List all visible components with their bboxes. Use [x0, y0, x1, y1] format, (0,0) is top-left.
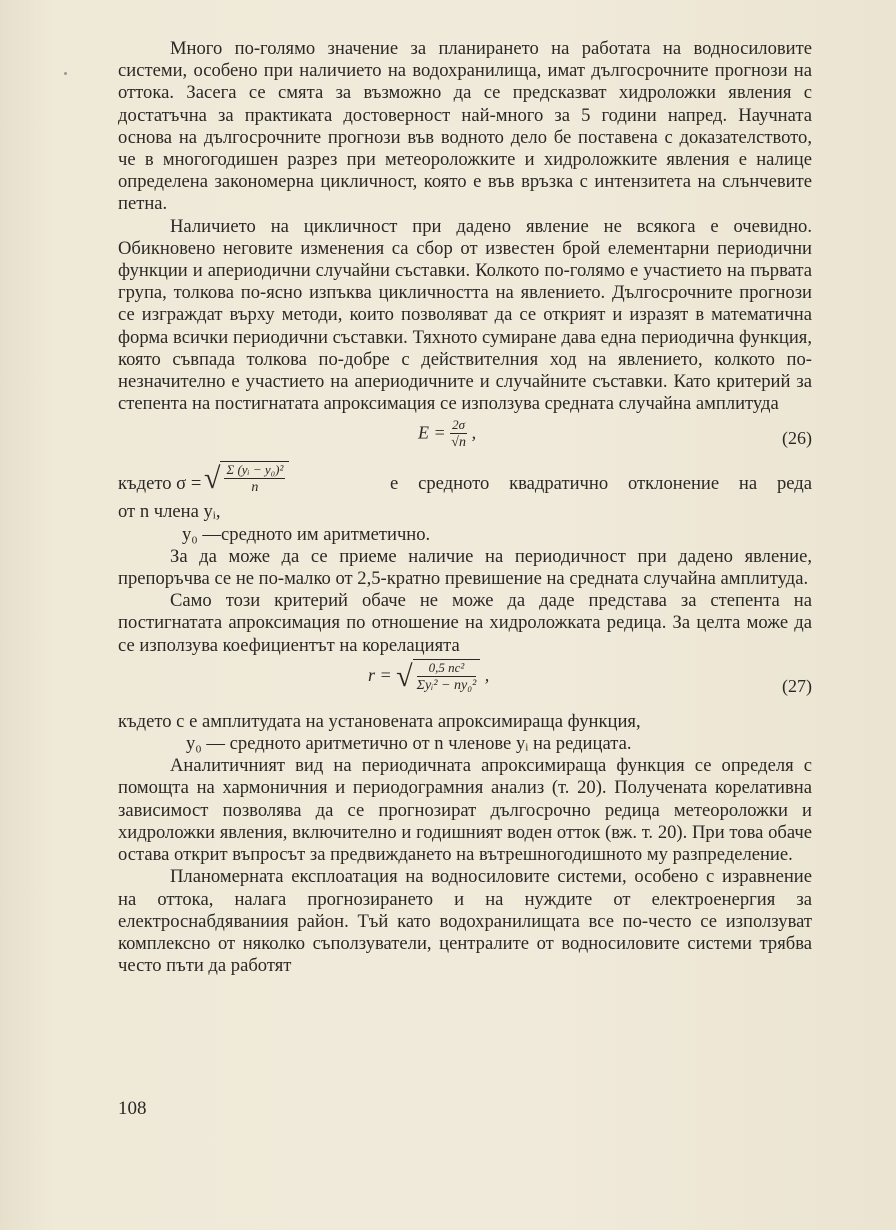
sigma-line-2: от n члена yᵢ,: [118, 501, 221, 523]
paragraph-1: Много по-голямо значение за планирането на работата на водносиловите системи, особено при наличието на водохранилища, имат дългосрочните прогнози на оттока. Засега се смята за възможно да се предсказват хидроложки явления с достатъчна за практиката достоверност най-много за 5 години напред. Научната основа на дългосрочните прогнози във водното дело бе поставена с доказателството, че в многогодишен разрез при метеороложките и хидроложките явления е налице определена закономерна цикличност, която е във връзка с интензитета на слънчевите петна.: [118, 38, 812, 215]
formula-26-tail: ,: [471, 423, 477, 444]
formula-26: [118, 417, 812, 457]
formula-27-expr: [368, 659, 489, 695]
sigma-lhs: където σ =: [118, 473, 202, 495]
formula-26-number: (26): [782, 428, 812, 449]
formula-27-tail: ,: [484, 665, 490, 685]
y0-definition-2: y₀ — средното аритметично от n членове yᵢ на редицата.: [186, 733, 632, 755]
formula-26-denominator: √n: [451, 435, 466, 451]
formula-26-lhs: E =: [418, 423, 446, 444]
formula-27-number: (27): [782, 675, 812, 696]
sigma-radicand: [220, 461, 289, 497]
formula-26-fraction: [450, 417, 467, 452]
sigma-definition: [118, 461, 812, 501]
formula-27: [118, 659, 812, 707]
page-number: 108: [118, 1098, 147, 1119]
paragraph-5: Аналитичният вид на периодичната апроксимираща функция се определя с помощта на хармоничния и периодограмния анализ (т. 20). Получената корелативна зависимост позволява да се прогнозират дългосрочно редица метеороложки и хидроложки явления, включително и годишният воден отток (вж. т. 20). При това обаче остава открит въпросът за предвиждането на вътрешногодишното му разпределение.: [118, 755, 812, 866]
sigma-rhs: е средното квадратично отклонение на реда: [390, 473, 812, 495]
page-body: [118, 38, 812, 977]
formula-26-expr: [418, 417, 476, 452]
sigma-numerator: Σ (yᵢ − y₀)²: [226, 462, 284, 478]
y0-definition: y₀ —средното им аритметично.: [182, 523, 431, 545]
formula-27-denominator: Σyᵢ² − ny₀²: [416, 677, 477, 693]
formula-27-lhs: r =: [368, 665, 392, 685]
paragraph-3: За да може да се приеме наличие на периодичност при дадено явление, препоръчва се не по-малко от 2,5-кратно превишение на средната случайна амплитуда.: [118, 545, 812, 590]
formula-27-radicand: [413, 659, 481, 695]
radical-sign-27: √: [396, 659, 413, 693]
paragraph-2: Наличието на цикличност при дадено явление не всякога е очевидно. Обикновено неговите изменения са сбор от известен брой елементарни периодични функции и апериодични случайни съставки. Колкото по-голямо е участието на първата група, толкова по-ясно изпъква цикличността на явлението. Дългосрочните прогнози се изграждат върху методи, които позволяват да се открият и изразят в математична форма всички периодични съставки. Тяхното сумиране дава една периодична функция, която съвпада толкова по-добре с действителния ход на явлението, колкото по-незначително е участието на апериодичните и случайните съставки. Като критерий за степента на постигнатата апроксимация се използува средната случайна амплитуда: [118, 215, 812, 415]
paragraph-6: Планомерната експлоатация на водносиловите системи, особено с изравнение на оттока, налага прогнозирането и на нуждите от електроенергия за електроснабдяваниия район. Тъй като водохранилищата все по-често се използуват комплексно от няколко съползуватели, централите от водносиловите системи трябва често пъти да работят: [118, 866, 812, 977]
c-definition: където c е амплитудата на установената апроксимираща функция,: [118, 710, 641, 732]
radical-sign: √: [204, 462, 221, 496]
formula-27-numerator: 0,5 nc²: [417, 660, 477, 677]
speck: [64, 72, 67, 75]
paragraph-4: Само този критерий обаче не може да даде представа за степента на постигнатата апроксимация по отношение на хидроложката редица. За целта може да се използува коефициентът на корелацията: [118, 590, 812, 656]
formula-26-numerator: 2σ: [452, 417, 466, 433]
sigma-radical: [204, 461, 289, 497]
sigma-denominator: n: [251, 480, 259, 496]
